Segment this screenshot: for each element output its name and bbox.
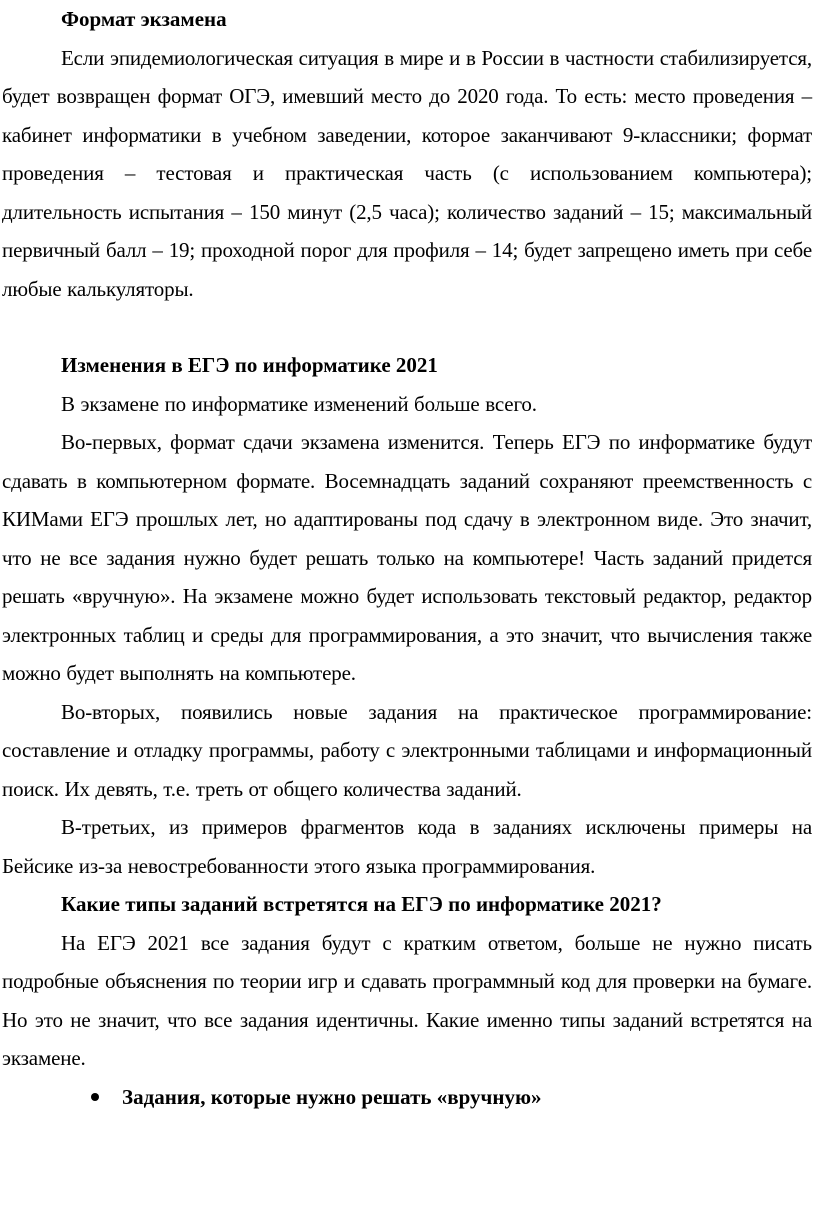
paragraph-changes-intro: В экзамене по информатике изменений больше всего. bbox=[61, 391, 537, 416]
paragraph-changes-first: Во-первых, формат сдачи экзамена изменится. Теперь ЕГЭ по информатике будут сдавать в компьютерном формате. Восемнадцать заданий сохраняют преемственность с КИМами ЕГЭ прошлых лет, но адаптированы под сдачу в электронном виде. Это значит, что не все задания нужно будет решать только на компьютере! Часть заданий придется решать «вручную». На экзамене можно будет использовать текстовый редактор, редактор электронных таблиц и среды для программирования, а это значит, что вычисления также можно будет выполнять на компьютере. bbox=[2, 430, 812, 685]
section-heading-task-types: Какие типы заданий встретятся на ЕГЭ по информатике 2021? bbox=[61, 892, 662, 916]
paragraph-changes-second: Во-вторых, появились новые задания на практическое программирование: составление и отладку программы, работу с электронными таблицами и информационный поиск. Их девять, т.е. треть от общего количества заданий. bbox=[2, 699, 812, 801]
paragraph-task-types: На ЕГЭ 2021 все задания будут с кратким ответом, больше не нужно писать подробные объяснения по теории игр и сдавать программный код для проверки на бумаге. Но это не значит, что все задания идентичны. Какие именно типы заданий встретятся на экзамене. bbox=[2, 930, 812, 1070]
bullet-icon bbox=[91, 1093, 99, 1101]
paragraph-changes-third: В-третьих, из примеров фрагментов кода в заданиях исключены примеры на Бейсике из-за невостребованности этого языка программирования. bbox=[2, 815, 812, 878]
list-item-label: Задания, которые нужно решать «вручную» bbox=[122, 1084, 542, 1109]
paragraph-exam-format: Если эпидемиологическая ситуация в мире и в России в частности стабилизируется, будет возвращен формат ОГЭ, имевший место до 2020 года. То есть: место проведения – кабинет информатики в учебном заведении, которое заканчивают 9-классники; формат проведения – тестовая и практическая часть (с использованием компьютера); длительность испытания – 150 минут (2,5 часа); количество заданий – 15; максимальный первичный балл – 19; проходной порог для профиля – 14; будет запрещено иметь при себе любые калькуляторы. bbox=[2, 45, 812, 301]
section-heading-exam-format: Формат экзамена bbox=[61, 7, 227, 31]
section-heading-changes-2021: Изменения в ЕГЭ по информатике 2021 bbox=[61, 353, 438, 377]
spacer bbox=[2, 308, 816, 346]
list-item bbox=[2, 1078, 816, 1117]
